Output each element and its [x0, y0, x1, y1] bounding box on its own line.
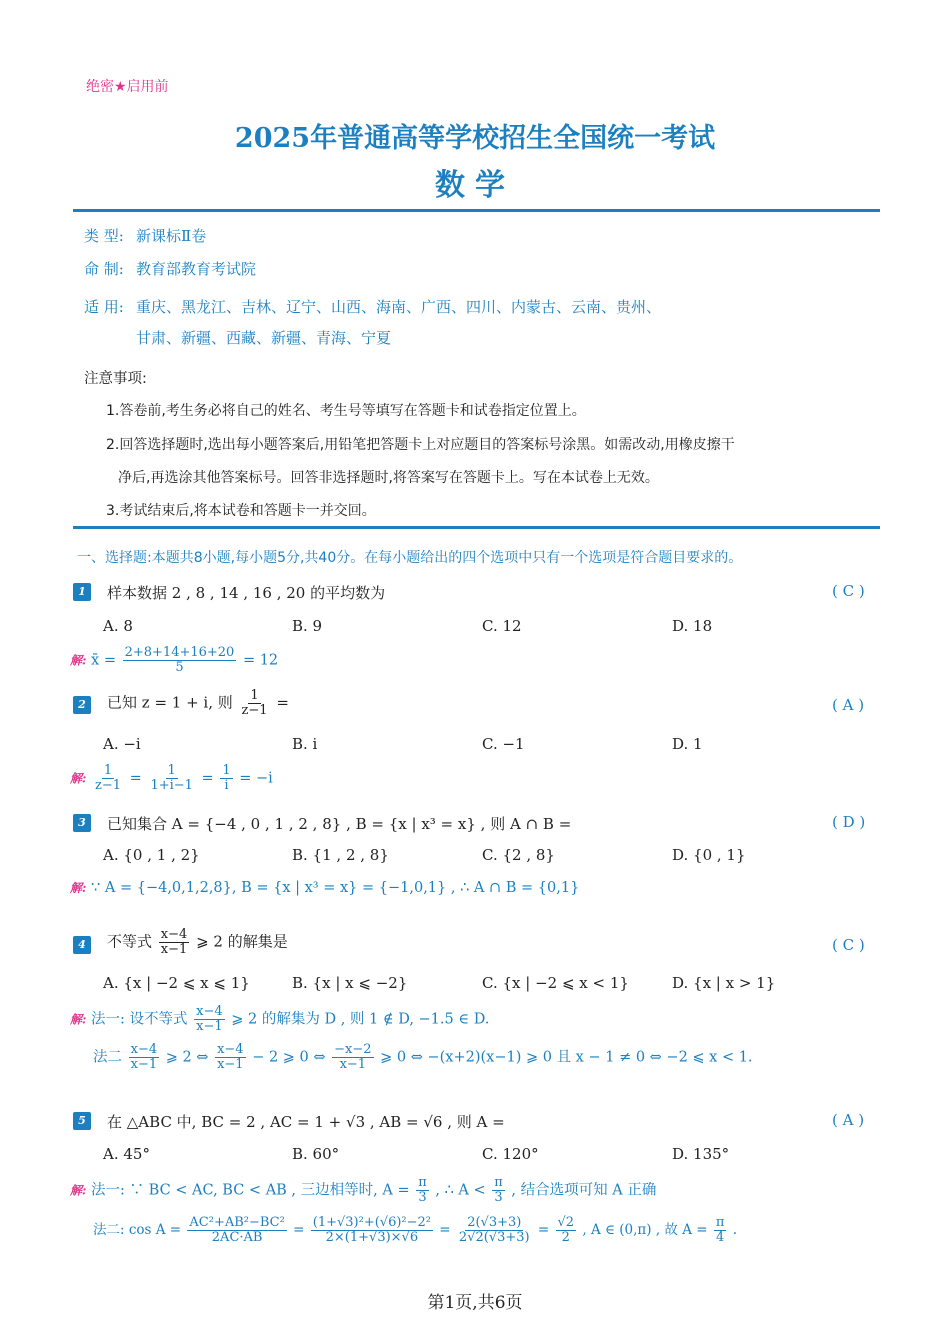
fraction-numerator: 1 — [167, 763, 176, 778]
option-d: D. 18 — [672, 617, 713, 635]
option-a: A. 45° — [103, 1145, 150, 1163]
fraction-denominator: 2√2(√3+3) — [458, 1230, 530, 1245]
option-a: A. {0 , 1 , 2} — [103, 846, 200, 864]
type-label: 类 型: — [84, 227, 124, 245]
question-text: 已知集合 A = {−4 , 0 , 1 , 2 , 8} , B = {x | x³ = x} , 则 A ∩ B = — [107, 815, 572, 833]
option-a: A. −i — [103, 735, 141, 753]
option-c: C. {x | −2 ⩽ x < 1} — [482, 974, 629, 992]
note-item: 1.答卷前,考生务必将自己的姓名、考生号等填写在答题卡和试卷指定位置上。 — [106, 403, 586, 419]
fraction-numerator: 1 — [103, 763, 113, 778]
option-c: C. {2 , 8} — [482, 846, 555, 864]
fraction-denominator: x−1 — [217, 1057, 244, 1072]
question-text-post: = — [276, 693, 289, 712]
question-number-badge: 1 — [73, 583, 91, 601]
fraction-denominator: z−1 — [241, 703, 268, 718]
fraction-denominator: 1+i−1 — [150, 778, 193, 793]
page-number: 第1页,共6页 — [427, 1293, 523, 1313]
option-b: B. i — [292, 735, 318, 753]
fraction — [159, 928, 190, 957]
solution-rhs: = 12 — [242, 652, 279, 669]
option-d: D. 1 — [672, 735, 703, 753]
solution-step: , A ∈ (0,π) , 故 A = — [582, 1222, 708, 1238]
note-item: 2.回答选择题时,选出每小题答案后,用铅笔把答题卡上对应题目的答案标号涂黑。如需改动,用橡皮擦干 — [106, 437, 735, 453]
maker-value: 教育部教育考试院 — [136, 260, 257, 278]
subject-title: 数学 — [435, 168, 515, 203]
question-answer: ( D ) — [832, 813, 866, 831]
fraction-denominator: 2×(1+√3)×√6 — [325, 1230, 419, 1245]
top-divider — [73, 209, 880, 212]
fraction-denominator: 3 — [494, 1190, 503, 1205]
question-number-badge: 2 — [73, 696, 91, 714]
note-item: 净后,再选涂其他答案标号。回答非选择题时,将答案写在答题卡上。写在本试卷上无效。 — [118, 470, 659, 486]
solution: 解: $\frac{1}{z-1}$ = $\frac{1}{1+i-1}$ = $\frac{1}{i}$ = −i — [70, 763, 273, 793]
solution-rhs: = −i — [239, 770, 273, 787]
fraction — [492, 1176, 505, 1205]
question-text — [107, 928, 288, 957]
fraction — [129, 1043, 160, 1072]
solution — [70, 1176, 656, 1205]
fraction — [93, 764, 123, 793]
option-d: D. {x | x > 1} — [672, 974, 776, 992]
fraction-numerator: √2 — [557, 1215, 575, 1230]
fraction-denominator: 3 — [418, 1190, 427, 1205]
solution-mark: 解: — [70, 653, 87, 668]
fraction-denominator: z−1 — [95, 778, 122, 793]
option-b: B. {x | x ⩽ −2} — [292, 974, 408, 992]
option-c: C. −1 — [482, 735, 525, 753]
fraction-denominator: x−1 — [130, 1057, 158, 1072]
solution-method-1-post: ⩾ 2 的解集为 D , 则 1 ∉ D, −1.5 ∈ D. — [231, 1011, 490, 1028]
fraction-denominator: i — [224, 778, 229, 793]
solution-method-2-pre: 法二 — [93, 1049, 122, 1066]
fraction — [332, 1043, 373, 1072]
solution-step: ⩾ 0 ⇔ −(x+2)(x−1) ⩾ 0 且 x − 1 ≠ 0 ⇔ −2 ⩽ x < 1. — [380, 1049, 753, 1066]
fraction — [123, 646, 237, 675]
fraction — [194, 1005, 225, 1034]
fraction-denominator: 4 — [716, 1230, 725, 1245]
question-number-badge: 5 — [73, 1112, 91, 1130]
solution-step: ⩾ 2 ⇔ — [165, 1049, 209, 1066]
solution-mark: 解: — [70, 881, 87, 895]
solution-method-2 — [93, 1043, 753, 1072]
solution-method-2: 法二: cos A = $\frac{\text{AC²+AB²−BC²}}{2AC\cdot AB}$ = $\frac{\text{(1+√3)²+(√6)²−2²}}{2\times(1+√3)\times√6}$ = $\frac{2(√3+3)}{2√2(√3+3)}$ = $\frac{√2}{2}$ , A ∈ (0,π) , 故 A = $\frac{\pi}{4}$ . — [93, 1215, 738, 1245]
question-answer: ( C ) — [832, 936, 865, 954]
fraction-numerator: −x−2 — [334, 1042, 372, 1057]
question-answer: ( A ) — [832, 696, 865, 714]
fraction-denominator: x−1 — [339, 1057, 367, 1072]
option-c: C. 12 — [482, 617, 522, 635]
fraction-numerator: π — [418, 1175, 427, 1190]
option-b: B. {1 , 2 , 8} — [292, 846, 389, 864]
fraction-denominator: x−1 — [160, 942, 188, 957]
solution-mark: 解: — [70, 771, 87, 786]
solution — [70, 646, 278, 675]
apply-line-2: 甘肃、新疆、西藏、新疆、青海、宁夏 — [136, 329, 392, 347]
section-heading: 一、选择题:本题共8小题,每小题5分,共40分。在每小题给出的四个选项中只有一个选项是符合题目要求的。 — [77, 550, 743, 566]
fraction-numerator: AC²+AB²−BC² — [189, 1215, 285, 1230]
question-text — [107, 689, 289, 718]
option-d: D. {0 , 1} — [672, 846, 746, 864]
option-d: D. 135° — [672, 1145, 730, 1163]
solution-step: , ∴ A < — [435, 1182, 486, 1199]
fraction-numerator: x−4 — [196, 1004, 223, 1019]
question-text-post: ⩾ 2 的解集是 — [196, 932, 288, 951]
option-b: B. 9 — [292, 617, 323, 635]
maker-label: 命 制: — [84, 260, 124, 278]
fraction-denominator: 2AC·AB — [211, 1230, 263, 1245]
solution-end: . — [732, 1222, 738, 1238]
fraction — [311, 1216, 433, 1245]
fraction — [240, 689, 270, 718]
apply-label: 适 用: — [84, 298, 124, 316]
fraction-numerator: (1+√3)²+(√6)²−2² — [312, 1215, 432, 1230]
fraction — [416, 1176, 429, 1205]
question-text: 在 △ABC 中, BC = 2 , AC = 1 + √3 , AB = √6 , 则 A = — [107, 1113, 505, 1131]
fraction-numerator: 1 — [250, 688, 259, 703]
fraction — [457, 1216, 532, 1245]
fraction-numerator: x−4 — [217, 1042, 244, 1057]
question-answer: ( A ) — [832, 1111, 865, 1129]
solution-mark: 解: — [70, 1012, 87, 1027]
solution-step: − 2 ⩾ 0 ⇔ — [252, 1049, 326, 1066]
fraction-numerator: x−4 — [160, 927, 188, 942]
confidential-mark: 绝密★启用前 — [86, 79, 169, 95]
fraction — [215, 1043, 246, 1072]
question-text-pre: 已知 z = 1 + i, 则 — [107, 693, 233, 712]
notes-heading: 注意事项: — [84, 371, 147, 387]
fraction-numerator: 1 — [222, 763, 231, 778]
fraction — [714, 1216, 727, 1245]
solution — [70, 1005, 489, 1034]
option-a: A. 8 — [103, 617, 133, 635]
solution-mark: 解: — [70, 1183, 87, 1198]
solution-method-1-post: , 结合选项可知 A 正确 — [511, 1182, 657, 1199]
solution-method-1-pre: 法一: 设不等式 — [91, 1011, 188, 1028]
notes-divider — [73, 526, 880, 529]
fraction-numerator: x−4 — [130, 1042, 158, 1057]
solution-method-1-pre: 法一: ∵ BC < AC, BC < AB , 三边相等时, A = — [91, 1182, 410, 1199]
fraction-denominator: 5 — [175, 660, 184, 675]
fraction-numerator: 2(√3+3) — [467, 1215, 522, 1230]
fraction-numerator: π — [715, 1215, 725, 1230]
fraction-numerator: 2+8+14+16+20 — [124, 645, 235, 660]
question-number-badge: 4 — [73, 936, 91, 954]
fraction — [148, 764, 195, 793]
fraction — [556, 1216, 577, 1245]
question-number-badge: 3 — [73, 814, 91, 832]
fraction-denominator: x−1 — [196, 1019, 223, 1034]
exam-title: 2025年普通高等学校招生全国统一考试 — [234, 123, 716, 154]
solution — [70, 879, 579, 896]
option-b: B. 60° — [292, 1145, 340, 1163]
question-text: 样本数据 2 , 8 , 14 , 16 , 20 的平均数为 — [107, 584, 386, 602]
type-value: 新课标Ⅱ卷 — [136, 227, 207, 245]
fraction — [220, 764, 232, 793]
note-item: 3.考试结束后,将本试卷和答题卡一并交回。 — [106, 503, 376, 519]
solution-method-2-pre: 法二: cos A = — [93, 1222, 182, 1238]
solution-body: ∵ A = {−4,0,1,2,8}, B = {x | x³ = x} = {−1,0,1} , ∴ A ∩ B = {0,1} — [91, 880, 580, 896]
apply-line-1: 重庆、黑龙江、吉林、辽宁、山西、海南、广西、四川、内蒙古、云南、贵州、 — [136, 298, 662, 316]
fraction-denominator: 2 — [561, 1230, 570, 1245]
option-a: A. {x | −2 ⩽ x ⩽ 1} — [103, 974, 250, 992]
fraction-numerator: π — [494, 1175, 503, 1190]
solution-lhs: x̄ = — [91, 652, 116, 669]
fraction — [187, 1216, 286, 1245]
question-answer: ( C ) — [832, 582, 865, 600]
option-c: C. 120° — [482, 1145, 539, 1163]
question-text-pre: 不等式 — [107, 932, 153, 951]
